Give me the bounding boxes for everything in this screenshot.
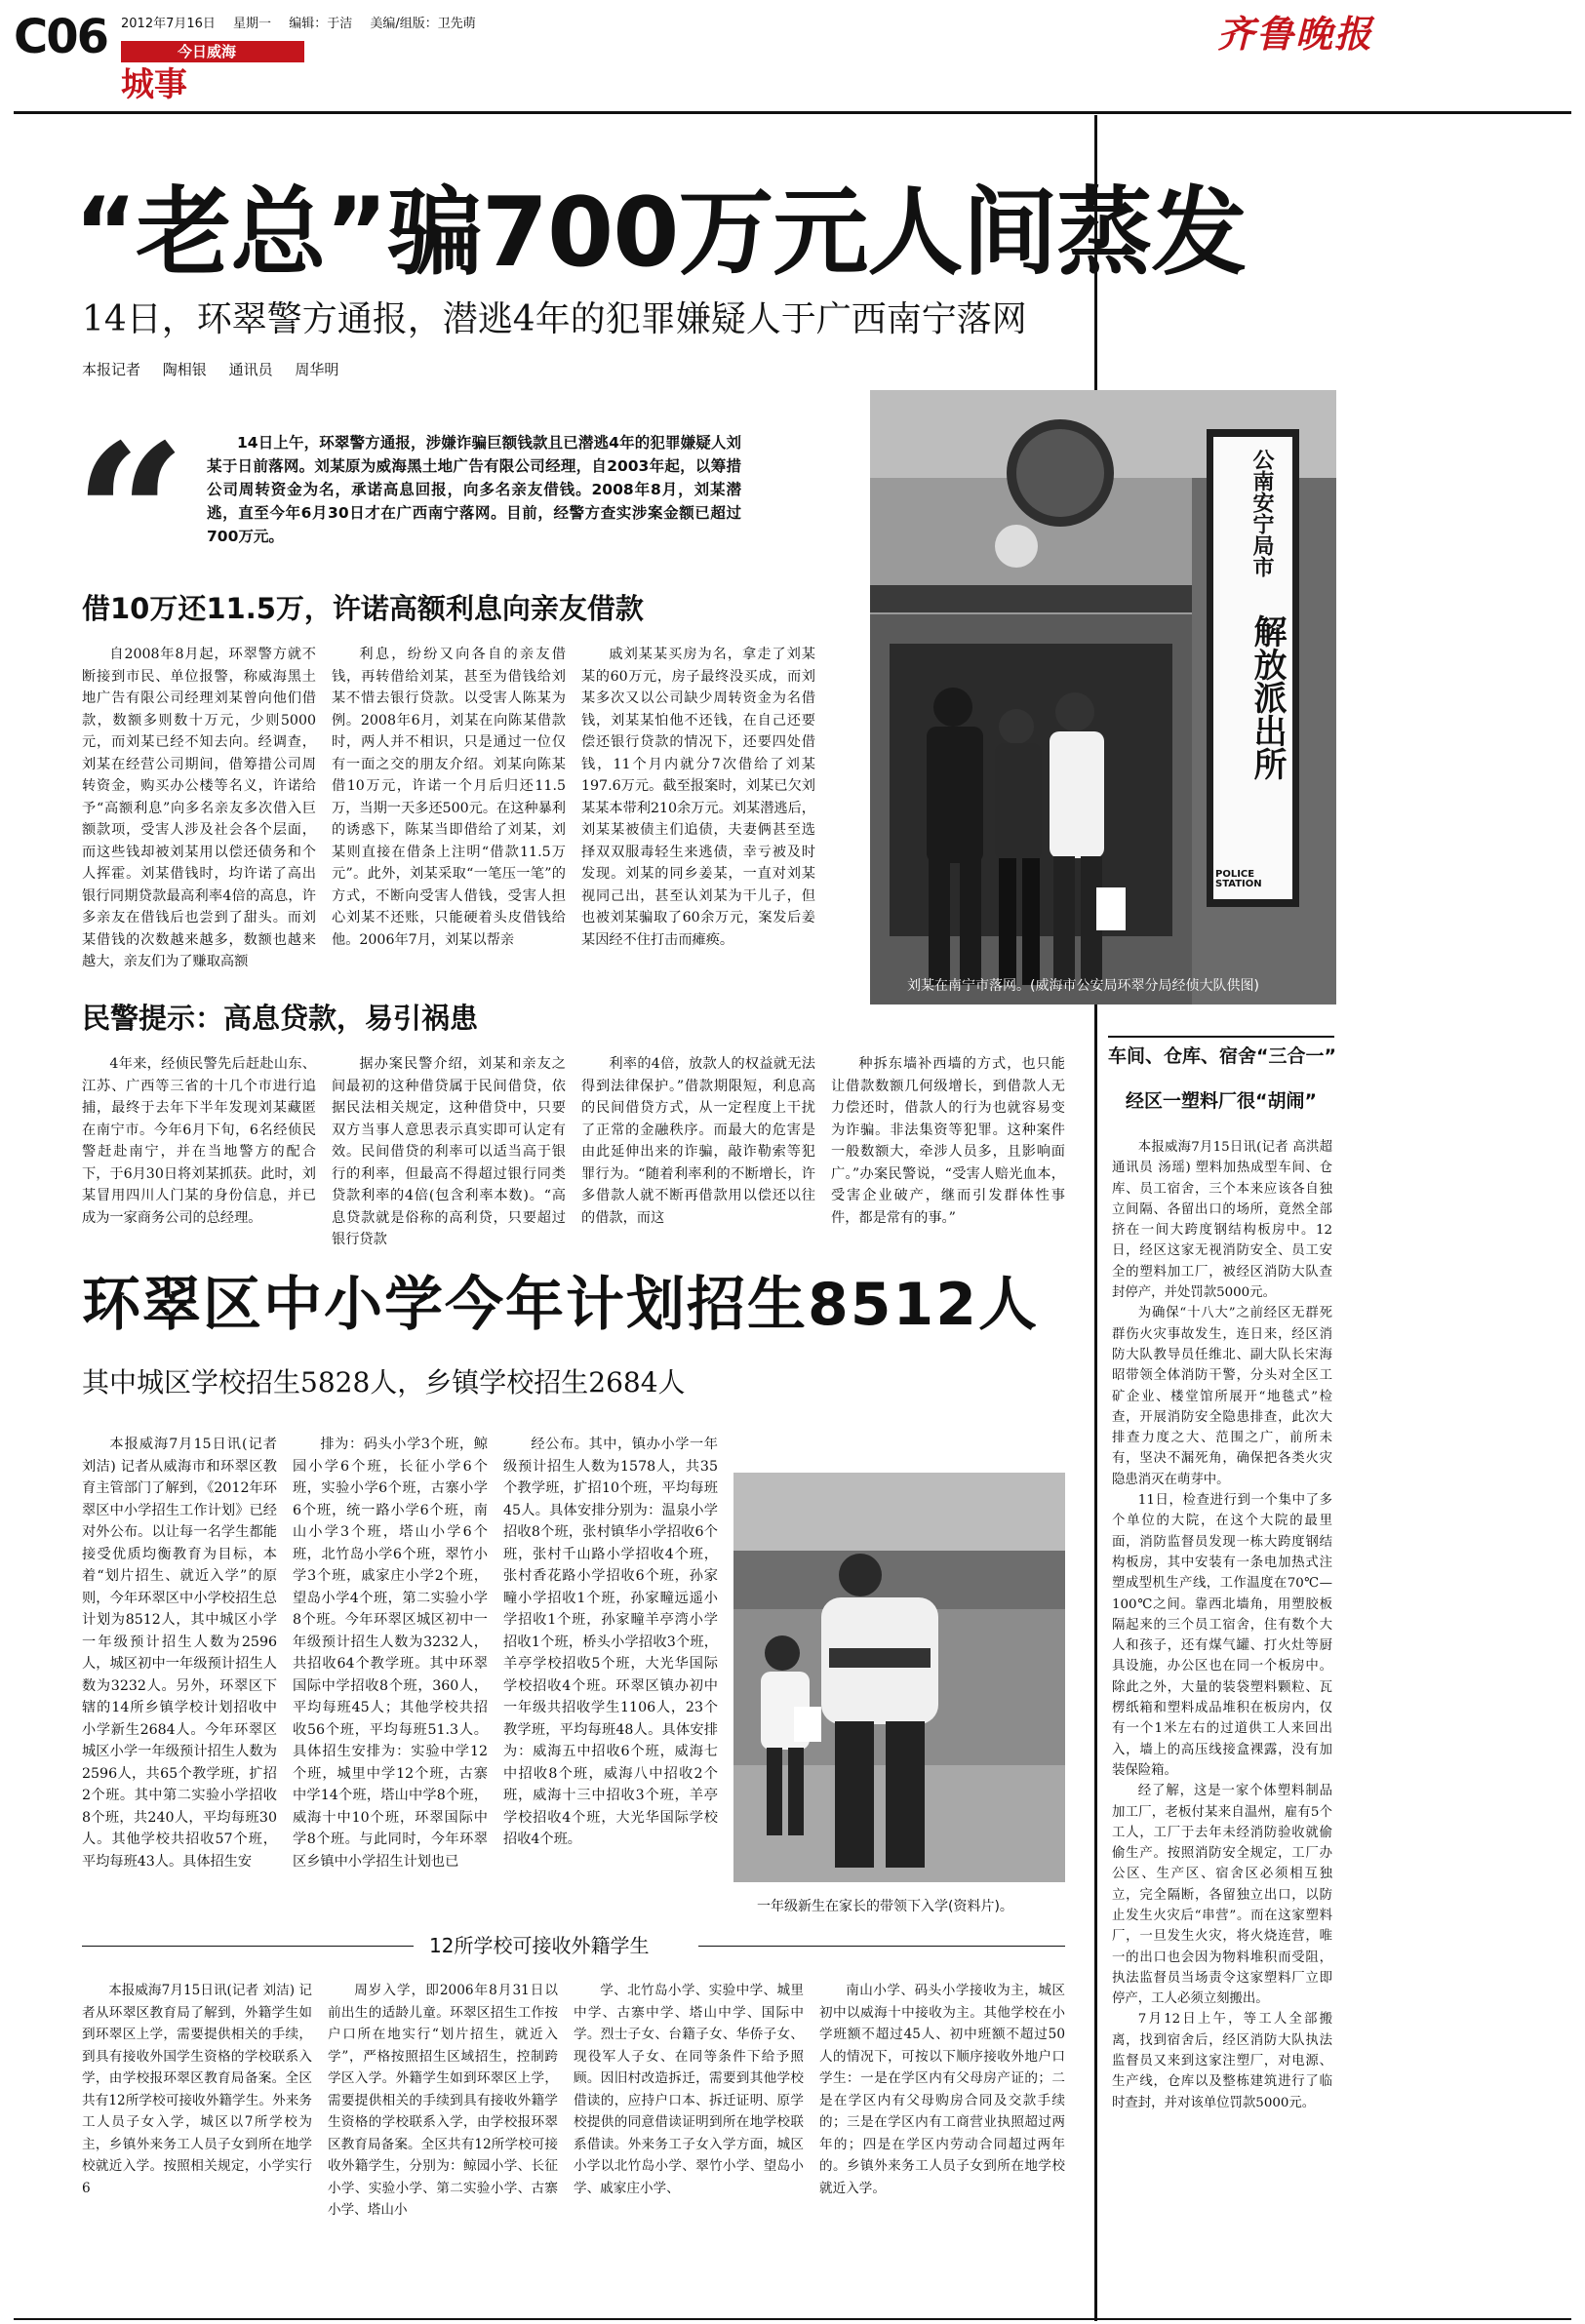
paragraph: 周岁入学，即2006年8月31日以前出生的适龄儿童。环翠区招生工作按户口所在地实行“划片招生，就近入学”，严格按照招生区域招生，控制跨学区入学。外籍学生如到环翠区上学，需要提供相关的手续到具有接收外籍学生资格的学校联系入学，由学校报环翠区教育局备案。全区共有12所学校可接收外籍学生，分别为：鲸园小学、长征小学、实验小学、第二实验小学、古寨小学、塔山小 [328, 1983, 558, 2218]
school-photo-caption: 一年级新生在家长的带领下入学(资料片)。 [757, 1899, 1013, 1914]
header-meta [121, 18, 490, 30]
arrest-photo-caption: 刘某在南宁市落网。(威海市公安局环翠分局经侦大队供图) [907, 978, 1259, 994]
page-number: C06 [14, 10, 108, 64]
sub-article-col-2 [328, 1980, 558, 2306]
paragraph: 据办案民警介绍，刘某和亲友之间最初的这种借贷属于民间借贷，依据民法相关规定，这种借贷中，只要双方当事人意思表示真实即可认定有效。民间借贷的利率可以适当高于银行的利率，但最高不得超过银行同类贷款利率的4倍(包含利率本数)。“高息贷款就是俗称的高利贷，只要超过银行贷款 [332, 1056, 566, 1247]
sign-text-main: 解放派出所 [1248, 614, 1287, 780]
byline-item: 周华明 [295, 361, 339, 378]
article1-byline [82, 363, 356, 377]
section2-title: 民警提示：高息贷款，易引祸患 [82, 1002, 479, 1035]
date: 2012年7月16日 [121, 17, 216, 31]
section2-col-2 [332, 1053, 566, 1247]
header-rule [14, 111, 1571, 114]
editor: 编辑：于洁 [289, 17, 353, 31]
paragraph: 本报威海7月15日讯(记者 刘洁) 记者从威海市和环翠区教育主管部门了解到，《2012年环翠区中小学招生工作计划》已经对外公布。以让每一名学生都能接受优质均衡教育为目标，本着“划片招生、就近入学”的原则，今年环翠区中小学校招生总计划为8512人，其中城区小学一年级预计招生人数为2596人，城区初中一年级预计招生人数为3232人。另外，环翠区下辖的14所乡镇学校计划招收中小学新生2684人。今年环翠区城区小学一年级预计招生人数为2596人，共65个教学班，扩招2个班。其中第二实验小学招收8个班，共240人，平均每班30人。其他学校共招收57个班，平均每班43人。具体招生安 [82, 1437, 277, 1870]
paragraph: 经了解，这是一家个体塑料制品加工厂，老板付某来自温州，雇有5个工人，工厂于去年未经消防验收就偷偷生产。按照消防安全规定，工厂办公区、生产区、宿舍区必须相互独立，完全隔断，各留独立出口，以防止发生火灾后“串营”。而在这家塑料厂，一旦发生火灾，将火烧连营，唯一的出口也会因为物料堆积而受阻，执法监督员当场责令这家塑料厂立即停产，工人必须立刻搬出。 [1112, 1784, 1332, 2007]
byline-item: 陶相银 [162, 361, 207, 378]
section-name: 城事 [121, 65, 187, 104]
article1-headline: “老总”骗700万元人间蒸发 [74, 177, 1247, 289]
school-photo [733, 1473, 1065, 1882]
section2-col-1 [82, 1053, 316, 1239]
article2-subhead: 其中城区学校招生5828人，乡镇学校招生2684人 [82, 1366, 686, 1398]
sidebar-title-2: 经区一塑料厂很“胡闹” [1126, 1090, 1317, 1112]
section1-col-3 [581, 644, 815, 975]
article1-lead: 14日上午，环翠警方通报，涉嫌诈骗巨额钱款且已潜逃4年的犯罪嫌疑人刘某于日前落网。刘某原为威海黑土地广告有限公司经理，自2003年起，以筹措公司周转资金为名，承诺高息回报，向多名亲友借钱。2008年8月，刘某潜逃，直至今年6月30日才在广西南宁落网。目前，经警方查实涉案金额已超过700万元。 [207, 434, 741, 545]
sidebar-title-1: 车间、仓库、宿舍“三合一” [1108, 1045, 1336, 1067]
paper-logo: 齐鲁晚报 [1217, 12, 1374, 56]
sub-article-rule [698, 1946, 1065, 1947]
section2-col-3 [581, 1053, 815, 1239]
article2-col-2 [293, 1434, 488, 1902]
weekday: 星期一 [233, 17, 272, 31]
designer: 美编/组版：卫先萌 [370, 17, 476, 31]
article2-col-3 [503, 1434, 718, 1902]
paragraph: 11日，检查进行到一个集中了多个单位的大院，在这个大院的最里面，消防监督员发现一栋大跨度钢结构板房，其中安装有一条电加热式注塑成型机生产线，工作温度在70℃—100℃之间。靠西北墙角，用塑胶板隔起来的三个员工宿舍，住有数个大人和孩子，还有煤气罐、打火灶等厨具设施，办公区也在同一个板房中。除此之外，大量的装袋塑料颗粒、瓦楞纸箱和塑料成品堆积在板房内，仅有一个1米左右的过道供工人来回出入，墙上的高压线接盒裸露，没有加装保险箱。 [1112, 1493, 1332, 1778]
paragraph: 4年来，经侦民警先后赶赴山东、江苏、广西等三省的十几个市进行追捕，最终于去年下半年发现刘某藏匿在南宁市。今年6月下旬，6名经侦民警赶赴南宁，并在当地警方的配合下，于6月30日将刘某抓获。此时，刘某冒用四川人门某的身份信息，并已成为一家商务公司的总经理。 [82, 1056, 316, 1226]
paragraph: 利率的4倍，放款人的权益就无法得到法律保护。”借款期限短，利息高的民间借贷方式，从一定程度上干扰了正常的金融秩序。而最大的危害是由此延伸出来的诈骗，敲诈勒索等犯罪行为。“随着利率利的不断增长，许多借款人就不断再借款用以偿还以往的借款，而这 [581, 1056, 815, 1226]
sub-article-rule [82, 1946, 414, 1947]
byline-item: 本报记者 [82, 361, 141, 378]
paragraph: 南山小学、码头小学接收为主，城区初中以威海十中接收为主。其他学校在小学班额不超过45人、初中班额不超过50人的情况下，可按以下顺序接收外地户口学生：一是在学区内有父母房产证的；二是在学区内有父母购房合同及交款手续的；三是在学区内有工商营业执照超过两年的；四是在学区内劳动合同超过两年的。乡镇外来务工人员子女到所在地学校就近入学。 [819, 1983, 1065, 2196]
paragraph: 学、北竹岛小学、实验中学、城里中学、古寨中学、塔山中学、国际中学。烈士子女、台籍子女、华侨子女、现役军人子女、在同等条件下给予照顾。因旧村改造拆迁，需要到其他学校借读的，应持户口本、拆迁证明、原学校提供的同意借读证明到所在地学校联系借读。外来务工子女入学方面，城区小学以北竹岛小学、翠竹小学、望岛小学、戚家庄小学、 [574, 1983, 804, 2196]
sidebar-body [1112, 1137, 1332, 2303]
bottom-rule [14, 2318, 1571, 2320]
article2-headline: 环翠区中小学今年计划招生8512人 [82, 1271, 1039, 1339]
sidebar-rule [1108, 1036, 1334, 1038]
paragraph: 利息，纷纷又向各自的亲友借钱，再转借给刘某，甚至为借钱给刘某不惜去银行贷款。以受害人陈某为例。2008年6月，刘某在向陈某借款时，两人并不相识，只是通过一位仅有一面之交的朋友介绍。刘某向陈某借10万元，许诺一个月后归还11.5万，当期一天多还500元。在这种暴利的诱惑下，陈某当即借给了刘某，刘某则直接在借条上注明“借款11.5万元”。此外，刘某采取“一笔压一笔”的方式，不断向受害人借钱，受害人担心刘某不还账，只能硬着头皮借钱给他。2006年7月，刘某以帮亲 [332, 647, 566, 948]
paragraph: 经公布。其中，镇办小学一年级预计招生人数为1578人，共35个教学班，扩招10个班，平均每班45人。具体安排分别为：温泉小学招收8个班，张村镇华小学招收6个班，张村千山路小学招收4个班，张村香花路小学招收6个班，孙家疃小学招收1个班，孙家疃远遥小学招收1个班，孙家疃羊亭湾小学招收1个班，桥头小学招收3个班，羊亭学校招收5个班，大光华国际学校招收4个班。环翠区镇办初中一年级共招收学生1106人，23个教学班，平均每班48人。具体安排为：威海五中招收6个班，威海七中招收8个班，威海八中招收2个班，威海十三中招收3个班，羊亭学校招收4个班，大光华国际学校招收4个班。 [503, 1437, 718, 1847]
paragraph: 本报威海7月15日讯(记者 高洪超 通讯员 汤瑶) 塑料加热成型车间、仓库、员工宿舍，三个本来应该各自独立间隔、各留出口的场所，竟然全部挤在一间大跨度钢结构板房中。12日，经区这家无视消防安全、员工安全的塑料加工厂，被经区消防大队查封停产，并处罚款5000元。 [1112, 1140, 1332, 1301]
paragraph: 自2008年8月起，环翠警方就不断接到市民、单位报警，称威海黑土地广告有限公司经理刘某曾向他们借款，数额多则数十万元，少则5000元，而刘某已经不知去向。经调查，刘某在经营公司期间，借筹措公司周转资金，购买办公楼等名义，许诺给予“高额利息”向多名亲友多次借入巨额款项，受害人涉及社会各个层面，而这些钱却被刘某用以偿还债务和个人挥霍。刘某借钱时，均许诺了高出银行同期贷款最高利率4倍的高息，许多亲友在借钱后也尝到了甜头。而刘某借钱的次数越来越多，数额也越来越大，亲友们为了赚取高额 [82, 647, 316, 969]
section2-col-4 [831, 1053, 1065, 1239]
paragraph: 为确保“十八大”之前经区无群死群伤火灾事故发生，连日来，经区消防大队教导员任维北、副大队长宋海昭带领全体消防干警，分头对全区工矿企业、楼堂馆所展开“地毯式”检查，开展消防安全隐患排查，此次大排查力度之大、范围之广，前所未有，坚决不漏死角，确保把各类火灾隐患消灭在萌芽中。 [1112, 1306, 1332, 1487]
paragraph: 7月12日上午，等工人全部搬离，找到宿舍后，经区消防大队执法监督员又来到这家注塑厂，对电源、生产线，仓库以及整栋建筑进行了临时查封，并对该单位罚款5000元。 [1112, 2012, 1332, 2110]
sub-article-col-4 [819, 1980, 1065, 2306]
sub-article-title: 12所学校可接收外籍学生 [429, 1934, 650, 1957]
paragraph: 本报威海7月15日讯(记者 刘洁) 记者从环翠区教育局了解到，外籍学生如到环翠区上学，需要提供相关的手续，到具有接收外国学生资格的学校联系入学，由学校报环翠区教育局备案。全区共有12所学校可接收外籍学生。外来务工人员子女入学，城区以7所学校为主，乡镇外来务工人员子女到所在地学校就近入学。按照相关规定，小学实行6 [82, 1983, 312, 2196]
section1-title: 借10万还11.5万，许诺高额利息向亲友借款 [82, 592, 644, 625]
section-tag: 今日威海 [121, 41, 304, 62]
article2-col-1 [82, 1434, 277, 1902]
sign-text-en: POLICE STATION [1215, 869, 1262, 889]
paragraph: 排为：码头小学3个班，鲸园小学6个班，长征小学6个班，实验小学6个班，古寨小学6个班，统一路小学6个班，南山小学3个班，塔山小学6个班，北竹岛小学6个班，翠竹小学3个班，戚家庄小学2个班，望岛小学4个班，第二实验小学8个班。今年环翠区城区初中一年级预计招生人数为3232人，共招收64个教学班。其中环翠国际中学招收8个班，360人，平均每班45人；其他学校共招收56个班，平均每班51.3人。具体招生安排为：实验中学12个班，城里中学12个班，古寨中学14个班，塔山中学8个班，威海十中10个班，环翠国际中学8个班。与此同时，今年环翠区乡镇中小学招生计划也已 [293, 1437, 488, 1870]
paragraph: 戚刘某某买房为名，拿走了刘某某的60万元，房子最终没买成，而刘某多次又以公司缺少周转资金为名借钱，刘某某怕他不还钱，在自己还要偿还银行贷款的情况下，还要四处借钱，11个月内就分7次借给了刘某197.6万元。截至报案时，刘某已欠刘某某本带利210余万元。刘某潜逃后，刘某某被债主们追债，夫妻俩甚至选择双双服毒轻生来逃债，幸亏被及时发现。刘某的同乡姜某，一直对刘某视同己出，甚至认刘某为干儿子，但也被刘某骗取了60余万元，案发后姜某因经不住打击而瘫痪。 [581, 647, 815, 948]
paragraph: 种拆东墙补西墙的方式，也只能让借款数额几何级增长，到借款人无力偿还时，借款人的行为也就容易变为诈骗。非法集资等犯罪。这种案件一般数额大，牵涉人员多，且影响面广。”办案民警说，“受害人赔光血本，受害企业破产，继而引发群体性事件，都是常有的事。” [831, 1056, 1065, 1226]
sign-text-top: 公南安宁局市 [1249, 449, 1274, 577]
sub-article-col-3 [574, 1980, 804, 2306]
section1-col-1 [82, 644, 316, 975]
byline-item: 通讯员 [228, 361, 273, 378]
quote-mark-icon: “ [74, 402, 187, 631]
section1-col-2 [332, 644, 566, 975]
sub-article-col-1 [82, 1980, 312, 2306]
article1-subhead: 14日，环翠警方通报，潜逃4年的犯罪嫌疑人于广西南宁落网 [82, 299, 1027, 339]
